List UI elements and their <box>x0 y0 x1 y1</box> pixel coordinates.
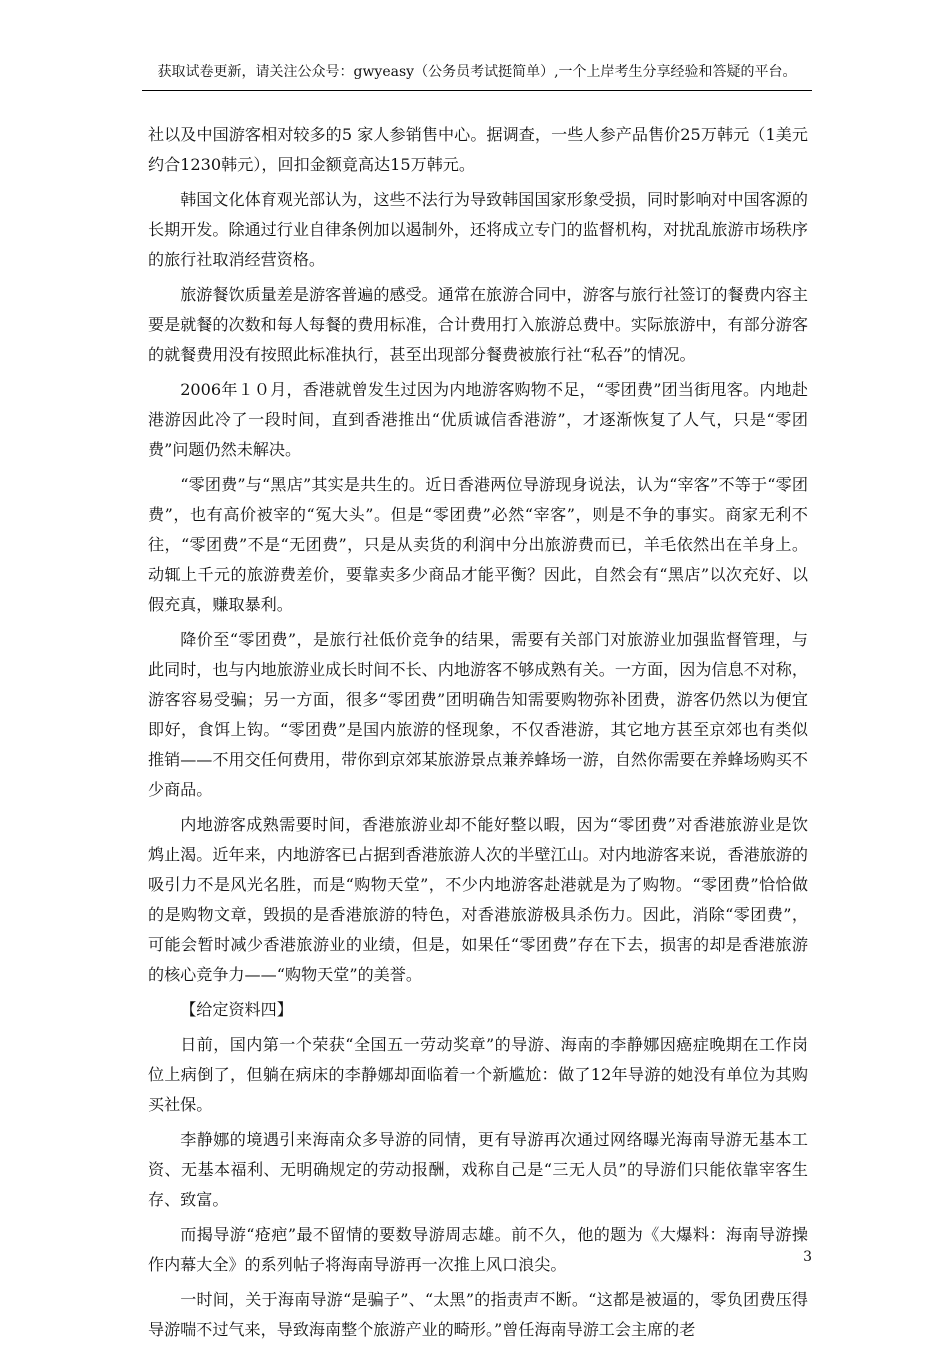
paragraph: 一时间，关于海南导游“是骗子”、“太黑”的指责声不断。“这都是被逼的，零负团费压得导游喘不过气来，导致海南整个旅游产业的畸形。”曾任海南导游工会主席的老 <box>148 1290 808 1339</box>
header-rule <box>142 90 812 91</box>
paragraph: “零团费”与“黑店”其实是共生的。近日香港两位导游现身说法，认为“宰客”不等于“零团费”，也有高价被宰的“冤大头”。但是“零团费”必然“宰客”，则是不争的事实。商家无利不往，“零团费”不是“无团费”，只是从卖货的利润中分出旅游费而已，羊毛依然出在羊身上。动辄上千元的旅游费差价，要靠卖多少商品才能平衡？因此，自然会有“黑店”以次充好、以假充真，赚取暴利。 <box>148 475 808 614</box>
page-number: 3 <box>803 1249 812 1265</box>
paragraph: 李静娜的境遇引来海南众多导游的同情，更有导游再次通过网络曝光海南导游无基本工资、无基本福利、无明确规定的劳动报酬，戏称自己是“三无人员”的导游们只能依靠宰客生存、致富。 <box>148 1130 808 1209</box>
document-body <box>148 120 808 1350</box>
section-heading: 【给定资料四】 <box>180 1000 293 1019</box>
paragraph: 日前，国内第一个荣获“全国五一劳动奖章”的导游、海南的李静娜因癌症晚期在工作岗位上病倒了，但躺在病床的李静娜却面临着一个新尴尬：做了12年导游的她没有单位为其购买社保。 <box>148 1035 808 1114</box>
paragraph: 降价至“零团费”，是旅行社低价竞争的结果，需要有关部门对旅游业加强监督管理，与此同时，也与内地旅游业成长时间不长、内地游客不够成熟有关。一方面，因为信息不对称，游客容易受骗；另一方面，很多“零团费”团明确告知需要购物弥补团费，游客仍然以为便宜即好，食饵上钩。“零团费”是国内旅游的怪现象，不仅香港游，其它地方甚至京郊也有类似推销——不用交任何费用，带你到京郊某旅游景点兼养蜂场一游，自然你需要在养蜂场购买不少商品。 <box>148 630 808 799</box>
paragraph: 内地游客成熟需要时间，香港旅游业却不能好整以暇，因为“零团费”对香港旅游业是饮鸩止渴。近年来，内地游客已占据到香港旅游人次的半壁江山。对内地游客来说，香港旅游的吸引力不是风光名胜，而是“购物天堂”，不少内地游客赴港就是为了购物。“零团费”恰恰做的是购物文章，毁损的是香港旅游的特色，对香港旅游极具杀伤力。因此，消除“零团费”，可能会暂时减少香港旅游业的业绩，但是，如果任“零团费”存在下去，损害的却是香港旅游的核心竞争力——“购物天堂”的美誉。 <box>148 815 808 984</box>
paragraph: 而揭导游“疮疤”最不留情的要数导游周志雄。前不久，他的题为《大爆料：海南导游操作内幕大全》的系列帖子将海南导游再一次推上风口浪尖。 <box>148 1225 808 1274</box>
paragraph: 旅游餐饮质量差是游客普遍的感受。通常在旅游合同中，游客与旅行社签订的餐费内容主要是就餐的次数和每人每餐的费用标准，合计费用打入旅游总费中。实际旅游中，有部分游客的就餐费用没有按照此标准执行，甚至出现部分餐费被旅行社“私吞”的情况。 <box>148 285 808 364</box>
paragraph: 韩国文化体育观光部认为，这些不法行为导致韩国国家形象受损，同时影响对中国客源的长期开发。除通过行业自律条例加以遏制外，还将成立专门的监督机构，对扰乱旅游市场秩序的旅行社取消经营资格。 <box>148 190 808 269</box>
paragraph: 社以及中国游客相对较多的5 家人参销售中心。据调查，一些人参产品售价25万韩元（1美元约合1230韩元），回扣金额竟高达15万韩元。 <box>148 125 808 174</box>
page-header: 获取试卷更新，请关注公众号：gwyeasy（公务员考试挺简单）,一个上岸考生分享经验和答疑的平台。 <box>157 64 797 80</box>
paragraph: 2006年１０月，香港就曾发生过因为内地游客购物不足，“零团费”团当街甩客。内地赴港游因此冷了一段时间，直到香港推出“优质诚信香港游”，才逐渐恢复了人气，只是“零团费”问题仍然未解决。 <box>148 380 808 459</box>
